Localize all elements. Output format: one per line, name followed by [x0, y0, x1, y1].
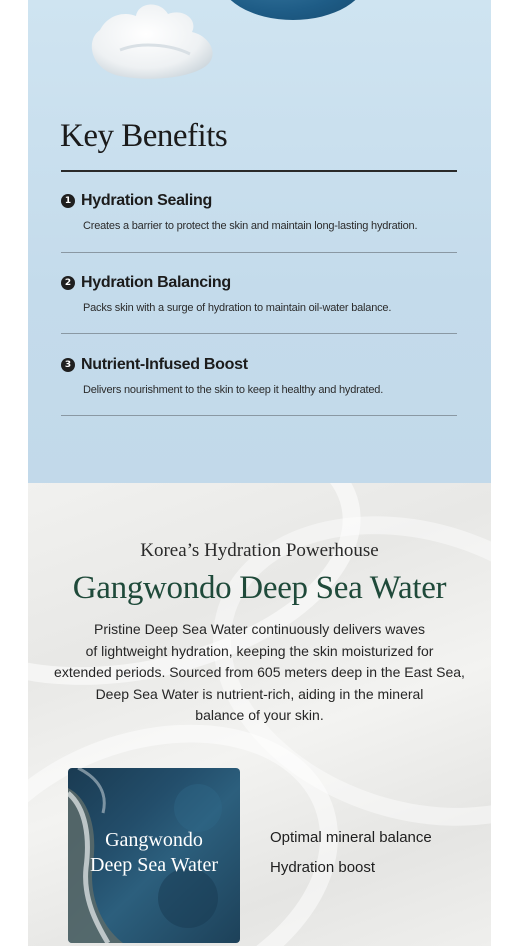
section-title: Key Benefits [60, 118, 228, 154]
paragraph-line: Pristine Deep Sea Water continuously delivers waves [94, 621, 425, 637]
paragraph-line: balance of your skin. [195, 707, 324, 723]
key-benefits-panel [28, 0, 491, 483]
benefit-description: Creates a barrier to protect the skin and maintain long-lasting hydration. [83, 220, 418, 232]
benefit-item-hydration-balancing [61, 274, 457, 314]
cream-swirl-image [80, 0, 220, 80]
benefit-description: Packs skin with a surge of hydration to maintain oil-water balance. [83, 302, 392, 314]
divider [61, 333, 457, 334]
paragraph-line: extended periods. Sourced from 605 meters deep in the East Sea, [54, 664, 465, 680]
section-subheading: Korea’s Hydration Powerhouse [140, 540, 379, 561]
divider [61, 252, 457, 253]
benefit-title: Hydration Balancing [81, 274, 231, 291]
paragraph-line: of lightweight hydration, keeping the skin moisturized for [85, 642, 434, 659]
divider [61, 415, 457, 416]
number-badge: 1 [61, 194, 75, 208]
benefit-item-hydration-sealing [61, 192, 457, 232]
photo-label [68, 828, 240, 878]
paragraph-line: Deep Sea Water is nutrient-rich, aiding in the mineral [95, 685, 424, 702]
section-headline: Gangwondo Deep Sea Water [72, 570, 447, 606]
number-badge: 2 [61, 276, 75, 290]
product-jar-image [218, 0, 368, 20]
photo-label-line: Deep Sea Water [90, 854, 218, 876]
feature-item: Hydration boost [270, 859, 376, 876]
photo-label-line: Gangwondo [105, 829, 203, 851]
title-underline [61, 170, 457, 172]
benefit-title: Hydration Sealing [81, 192, 212, 209]
coastline-photo [68, 768, 240, 943]
benefit-title: Nutrient-Infused Boost [81, 356, 248, 373]
feature-item: Optimal mineral balance [270, 829, 432, 846]
description-paragraph [28, 619, 491, 727]
benefit-description: Delivers nourishment to the skin to keep it healthy and hydrated. [83, 384, 384, 396]
number-badge: 3 [61, 358, 75, 372]
deep-sea-water-panel [28, 483, 491, 946]
benefit-item-nutrient-infused-boost [61, 356, 457, 396]
